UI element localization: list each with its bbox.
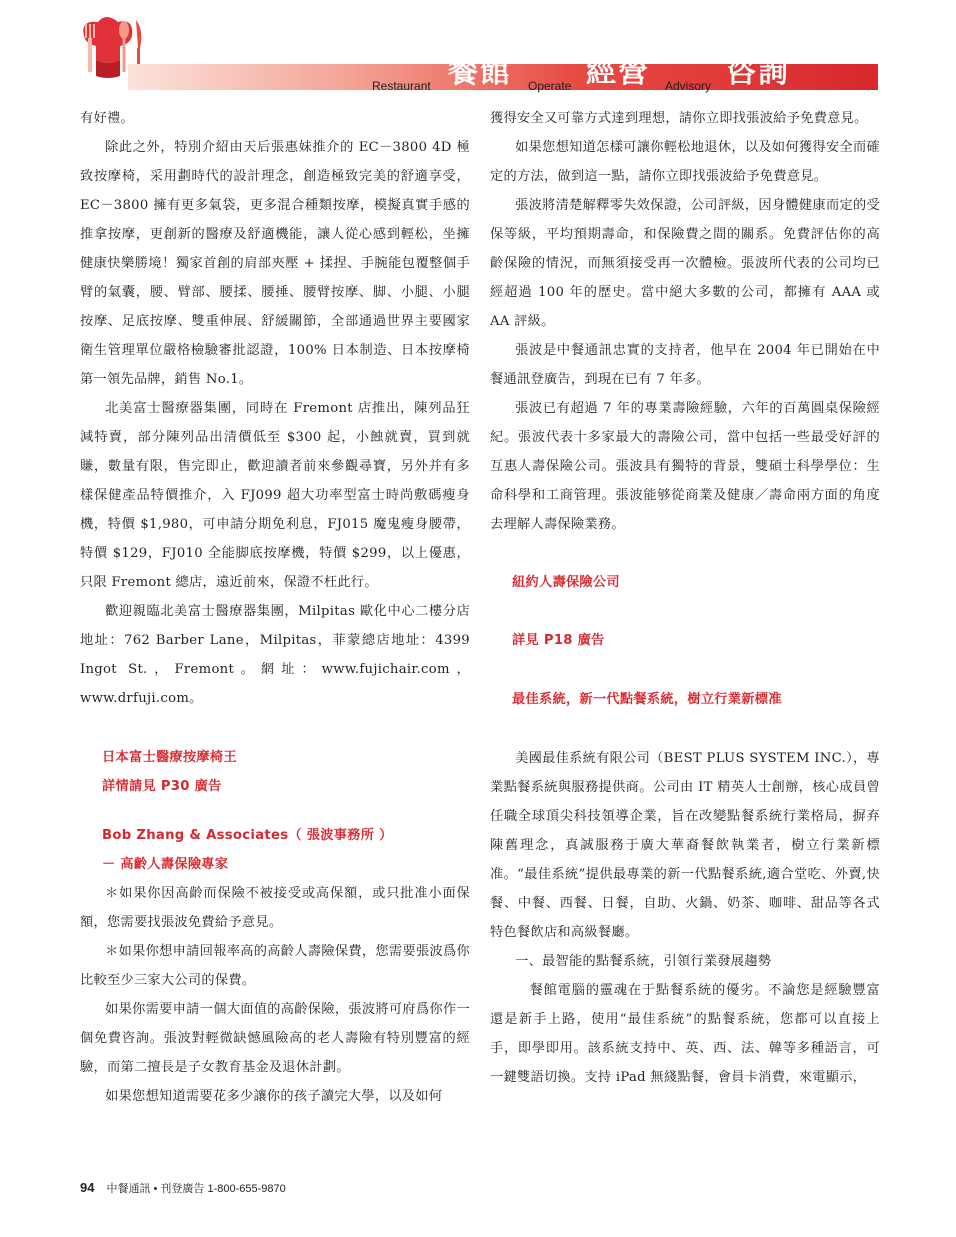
paragraph: 如果您想知道怎樣可讓你輕松地退休，以及如何獲得安全而確定的方法，做到這一點，請你立即找張波給予免費意見。 [490,140,880,184]
new-york-life-heading: 紐約人壽保險公司 [512,575,620,590]
paragraph: 張波已有超過 7 年的專業壽險經驗，六年的百萬圓桌保險經紀。張波代表十多家最大的壽險公司，當中包括一些最受好評的互惠人壽保險公司。張波具有獨特的背景，雙碩士科學學位：生命科學和工商管理。張波能够從商業及健康／壽命兩方面的角度去理解人壽保險業務。 [490,401,880,532]
header-en-restaurant: Restaurant [372,79,431,93]
bob-zhang-heading: Bob Zhang & Associates（ 張波事務所 ） [102,828,393,843]
paragraph: 如果您想知道需要花多少讓你的孩子讀完大學，以及如何 [105,1089,443,1104]
paragraph: ＊如果你想申請回報率高的高齡人壽險保費，您需要張波爲你比較至少三家大公司的保費。 [80,944,470,988]
paragraph: 張波是中餐通訊忠實的支持者，他早在 2004 年已開始在中餐通訊登廣告，到現在已有 7 年多。 [490,343,880,387]
paragraph-ec3800: 除此之外，特別介紹由天后張惠妹推介的 EC－3800 4D 極致按摩椅，采用劃時代的設計理念，創造極致完美的舒適享受，EC－3800 擁有更多氣袋，更多混合種類按摩，模擬真實手感的推拿按摩，更創新的醫療及舒適機能，讓人從心感到輕松，坐擁健康快樂勝境！獨家首創的肩部夾壓 + 揉捏、手腕能包覆整個手臂的氣囊，腰、臂部、腰揉、腰捶、腰臂按摩、脚、小腿、小腿按摩、足底按摩、雙重伸展、舒緩關節，全部通過世界主要國家衛生管理單位嚴格檢驗審批認證，100% 日本制造、日本按摩椅第一領先品牌，銷售 No.1。 [80,140,470,387]
paragraph: ＊如果你因高齡而保險不被接受或高保額，或只批准小面保額，您需要找張波免費給予意見。 [80,886,470,930]
page-footer [80,1180,286,1196]
fuji-see-ad: 詳情請見 P30 廣告 [102,779,222,794]
fuji-heading: 日本富士醫療按摩椅王 [102,750,237,765]
paragraph: 獲得安全又可靠方式達到理想，請你立即找張波給予免費意見。 [490,111,868,126]
new-york-life-see-ad: 詳見 P18 廣告 [512,633,605,648]
right-column [490,104,880,1092]
paragraph: 如果你需要申請一個大面值的高齡保險，張波將可府爲你作一個免費咨詢。張波對輕微缺憾風險高的老人壽險有特別豐富的經驗，而第二擅長是子女教育基金及退休計劃。 [80,1002,470,1075]
left-column [80,104,470,1111]
header-zh-advisory: 咨詢 [726,55,790,90]
best-system-heading: 最佳系統，新一代點餐系統，樹立行業新標准 [512,692,782,707]
footer-text: 中餐通訊 • 刊登廣告 1-800-655-9870 [106,1183,286,1195]
header-zh-restaurant: 餐館 [448,55,512,90]
paragraph-best-plus: 美國最佳系統有限公司（BEST PLUS SYSTEM INC.），專業點餐系統與服務提供商。公司由 IT 精英人士創辦，核心成員曾任職全球頂尖科技領導企業，旨在改變點餐系統行業格局，摒弃陳舊理念，真誠服務于廣大華裔餐飲執業者，樹立行業新標准。“最佳系統”提供最專業的新一代點餐系統,適合堂吃、外賣,快餐、中餐、西餐、日餐，自助、火鍋、奶茶、咖啡、甜品等各式特色餐飲店和高級餐廳。 [490,751,880,940]
header-zh-operate: 經營 [586,55,650,90]
paragraph: 餐館電腦的靈魂在于點餐系統的優劣。不論您是經驗豐富還是新手上路，使用“最佳系統”的點餐系統，您都可以直接上手，即學即用。該系統支持中、英、西、法、韓等多種語言，可一鍵雙語切換。支持 iPad 無綫點餐，會員卡消費，來電顯示， [490,983,880,1085]
header-en-advisory: Advisory [665,79,712,93]
bob-zhang-subheading: － 高齡人壽保險專家 [102,857,229,872]
paragraph-address: 歡迎親臨北美富士醫療器集團，Milpitas 歐化中心二樓分店地址：762 Barber Lane，Milpitas，菲蒙總店地址：4399 Ingot St.，Fremont。網址：www.fujichair.com，www.drfuji.com。 [80,604,470,706]
paragraph: 有好禮。 [80,111,134,126]
paragraph: 張波將清楚解釋零失效保證，公司評級，因身體健康而定的受保等級，平均預期壽命，和保險費之間的關系。免費評估你的高齡保險的情況，而無須接受再一次體檢。張波所代表的公司均已經超過 100 年的歷史。當中絕大多數的公司，都擁有 AAA 或 AA 評級。 [490,198,880,329]
header-en-operate: Operate [528,79,572,93]
section-heading: 一、最智能的點餐系統，引領行業發展趨勢 [515,954,772,969]
page-number: 94 [80,1180,95,1195]
paragraph-fremont-sale: 北美富士醫療器集團，同時在 Fremont 店推出，陳列品狂減特賣，部分陳列品出清價低至 $300 起，小蝕就賣，買到就賺，數量有限，售完即止，歡迎讀者前來參觀尋寶，另外并有多樣保健產品特價推介，入 FJ099 超大功率型富士時尚敷碼瘦身機，特價 $1,980，可申請分期免利息，FJ015 魔鬼瘦身腰帶，特價 $129，FJ010 全能脚底按摩機，特價 $299，以上優惠，只限 Fremont 總店，遠近前來，保證不枉此行。 [80,401,470,590]
